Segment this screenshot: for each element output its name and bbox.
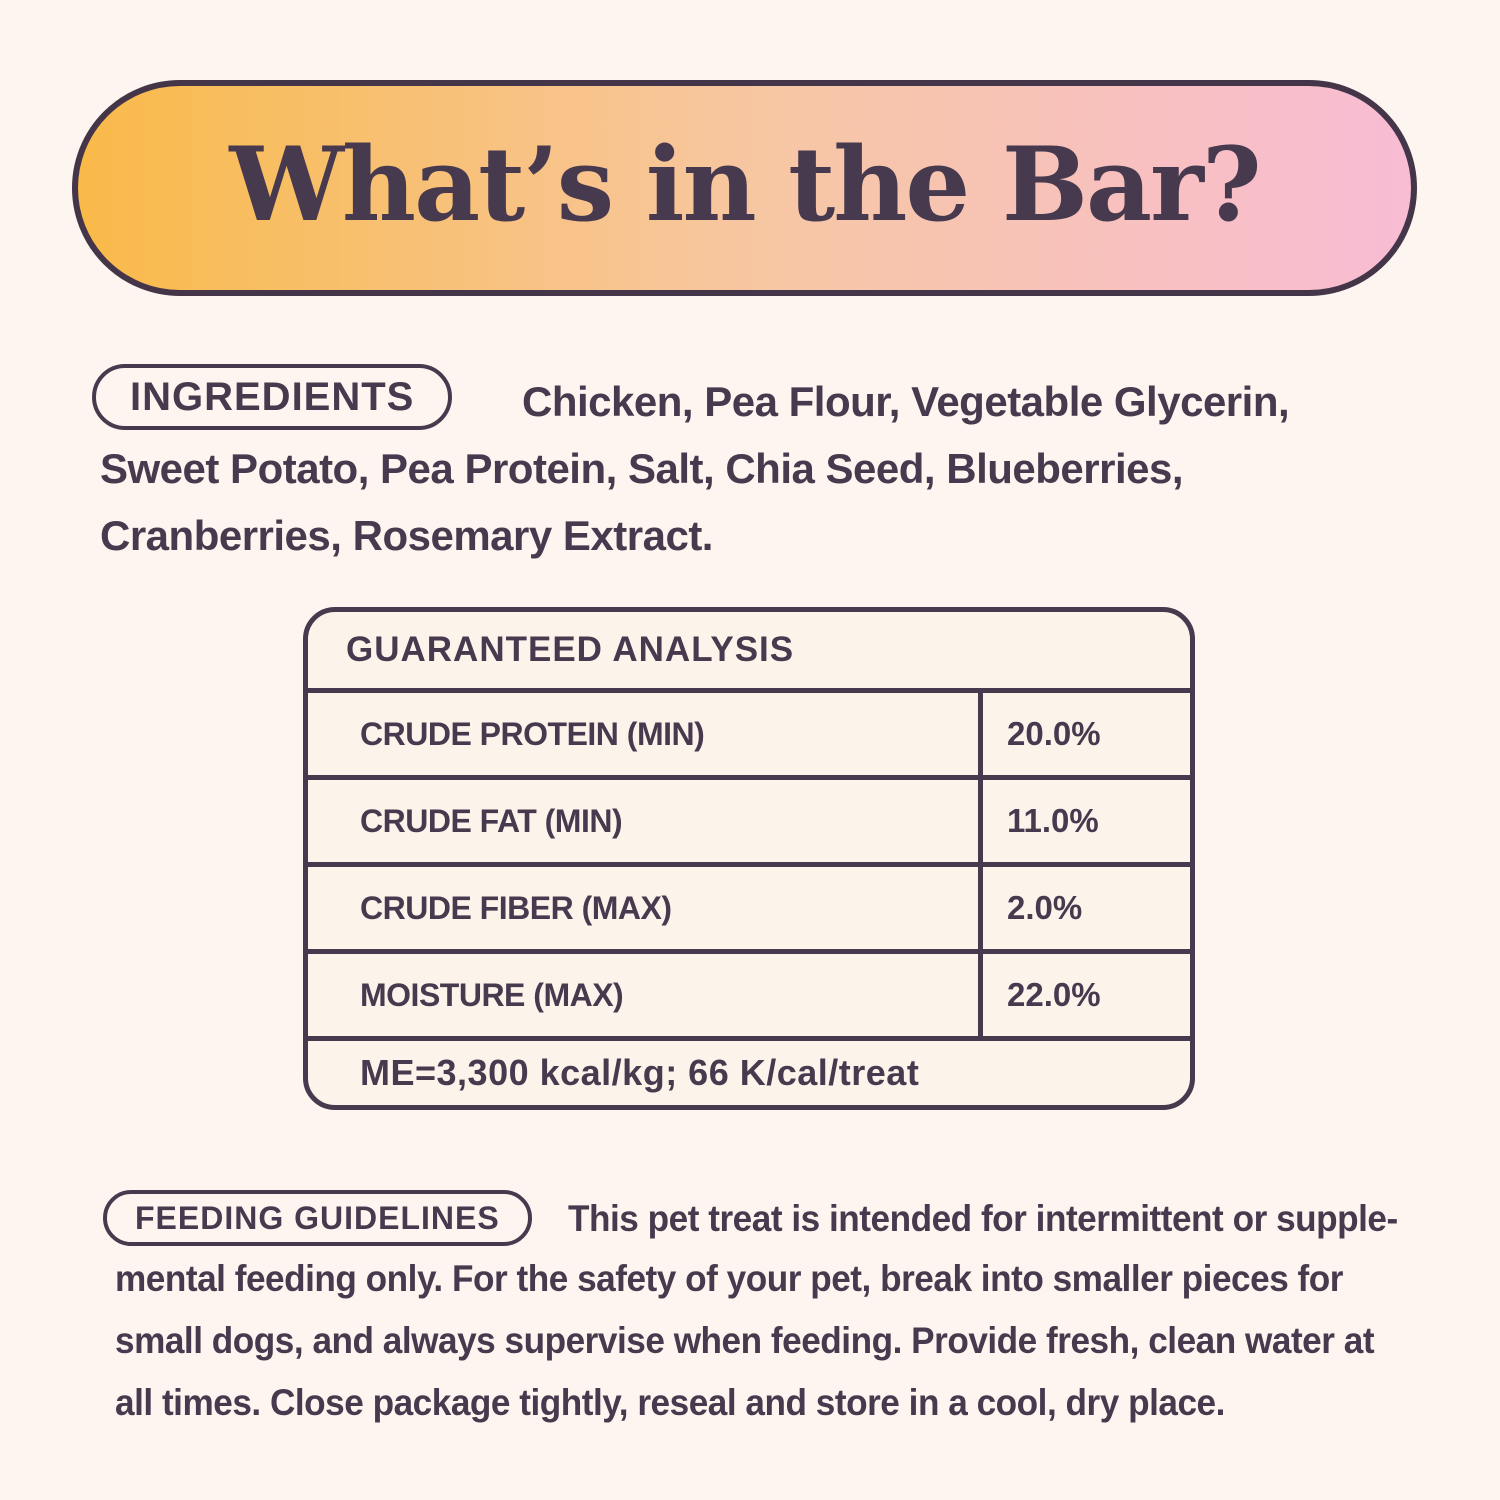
page-title: What’s in the Bar? bbox=[229, 125, 1260, 245]
guaranteed-analysis-table bbox=[303, 607, 1195, 1110]
feeding-guidelines-label: FEEDING GUIDELINES bbox=[135, 1199, 500, 1236]
row-label-crude-fiber: CRUDE FIBER (MAX) bbox=[308, 867, 983, 949]
feeding-text-line-1: This pet treat is intended for intermittent or supple- bbox=[568, 1198, 1398, 1239]
row-label-crude-fat: CRUDE FAT (MIN) bbox=[308, 780, 983, 862]
row-value-crude-fat: 11.0% bbox=[1007, 802, 1099, 839]
ingredients-label-pill bbox=[92, 364, 452, 430]
row-label-crude-protein: CRUDE PROTEIN (MIN) bbox=[308, 693, 983, 775]
feeding-text-line-4: all times. Close package tightly, reseal and store in a cool, dry place. bbox=[115, 1382, 1225, 1423]
table-row bbox=[308, 688, 1190, 775]
guaranteed-analysis-title: GUARANTEED ANALYSIS bbox=[346, 630, 795, 669]
ingredients-text-line-3: Cranberries, Rosemary Extract. bbox=[100, 512, 713, 559]
header-banner bbox=[72, 80, 1417, 296]
table-row bbox=[308, 775, 1190, 862]
calorie-content-footnote: ME=3,300 kcal/kg; 66 K/cal/treat bbox=[308, 1036, 1190, 1105]
ingredients-text-line-1: Chicken, Pea Flour, Vegetable Glycerin, bbox=[522, 378, 1290, 425]
row-value-crude-protein: 20.0% bbox=[1007, 715, 1101, 752]
row-value-crude-fiber: 2.0% bbox=[1007, 889, 1083, 926]
feeding-text-line-2: mental feeding only. For the safety of your pet, break into smaller pieces for bbox=[115, 1258, 1343, 1299]
row-label-moisture: MOISTURE (MAX) bbox=[308, 954, 983, 1036]
table-row bbox=[308, 862, 1190, 949]
feeding-text-line-3: small dogs, and always supervise when feeding. Provide fresh, clean water at bbox=[115, 1320, 1375, 1361]
table-row bbox=[308, 949, 1190, 1036]
ingredients-text-line-2: Sweet Potato, Pea Protein, Salt, Chia Seed, Blueberries, bbox=[100, 445, 1184, 492]
row-value-moisture: 22.0% bbox=[1007, 976, 1101, 1013]
feeding-guidelines-label-pill bbox=[103, 1190, 532, 1246]
ingredients-label: INGREDIENTS bbox=[130, 374, 415, 419]
